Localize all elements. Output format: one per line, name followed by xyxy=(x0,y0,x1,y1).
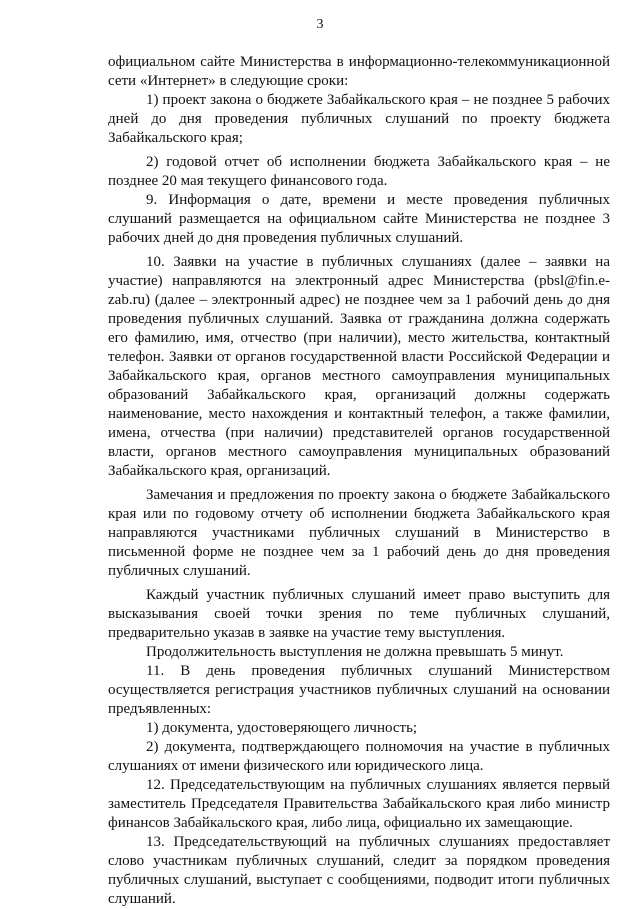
paragraph-clause-11: 11. В день проведения публичных слушаний Министерством осуществляется регистрация участников публичных слушаний на основании предъявленных: xyxy=(108,663,610,717)
paragraph-item-2-annual-report: 2) годовой отчет об исполнении бюджета Забайкальского края – не позднее 20 мая текущего финансового года. xyxy=(108,154,610,189)
paragraph-remarks-proposals: Замечания и предложения по проекту закона о бюджете Забайкальского края или по годовому отчету об исполнении бюджета Забайкальского края направляются участниками публичных слушаний в Министерство в письменной форме не позднее чем за 1 рабочий день до дня проведения публичных слушаний. xyxy=(108,487,610,579)
paragraph-intro-continuation: официальном сайте Министерства в информационно-телекоммуникационной сети «Интернет» в следующие сроки: xyxy=(108,54,610,89)
paragraph-clause-11-item-1: 1) документа, удостоверяющего личность; xyxy=(146,720,418,736)
paragraph-clause-11-item-2: 2) документа, подтверждающего полномочия на участие в публичных слушаниях от имени физического или юридического лица. xyxy=(108,739,610,774)
document-body xyxy=(108,53,610,909)
paragraph-clause-10: 10. Заявки на участие в публичных слушаниях (далее – заявки на участие) направляются на электронный адрес Министерства (pbsl@fin.e-zab.ru) (далее – электронный адрес) не позднее чем за 1 рабочий день до дня проведения публичных слушаний. Заявка от гражданина должна содержать его фамилию, имя, отчество (при наличии), место жительства, контактный телефон. Заявки от органов государственной власти Российской Федерации и Забайкальского края, органов местного самоуправления муниципальных образований Забайкальского края, организаций должны содержать наименование, место нахождения и контактный телефон, а также фамилии, имена, отчества (при наличии) представителей органов государственной власти, органов местного самоуправления муниципальных образований Забайкальского края, организаций. xyxy=(108,254,610,479)
paragraph-speech-duration: Продолжительность выступления не должна превышать 5 минут. xyxy=(146,644,564,660)
paragraph-item-1-budget-draft: 1) проект закона о бюджете Забайкальского края – не позднее 5 рабочих дней до дня проведения публичных слушаний по проекту бюджета Забайкальского края; xyxy=(108,92,610,146)
page-number: 3 xyxy=(316,17,324,32)
paragraph-clause-9: 9. Информация о дате, времени и месте проведения публичных слушаний размещается на официальном сайте Министерства не позднее 3 рабочих дней до дня проведения публичных слушаний. xyxy=(108,192,610,246)
paragraph-clause-13: 13. Председательствующий на публичных слушаниях предоставляет слово участникам публичных слушаний, следит за порядком проведения публичных слушаний, выступает с сообщениями, подводит итоги публичных слушаний. xyxy=(108,834,610,907)
paragraph-right-to-speak: Каждый участник публичных слушаний имеет право выступить для высказывания своей точки зрения по теме публичных слушаний, предварительно указав в заявке на участие тему выступления. xyxy=(108,587,610,641)
paragraph-clause-12: 12. Председательствующим на публичных слушаниях является первый заместитель Председателя Правительства Забайкальского края либо министр финансов Забайкальского края, либо лица, официально их замещающие. xyxy=(108,777,610,831)
